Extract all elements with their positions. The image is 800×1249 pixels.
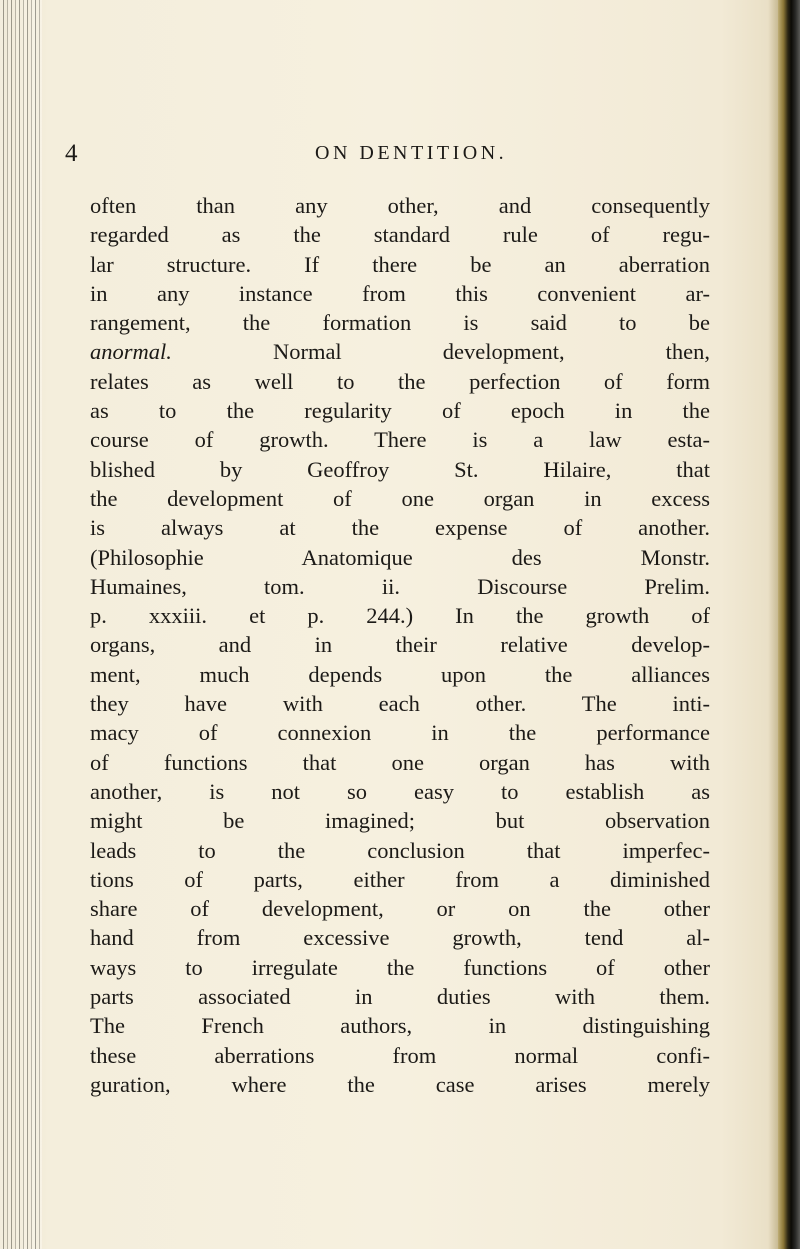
text-line: organs, and in their relative develop-: [90, 632, 710, 658]
running-head: ON DENTITION.: [315, 142, 508, 164]
text-line: leads to the conclusion that imperfec-: [90, 837, 710, 863]
text-line: often than any other, and consequently: [90, 193, 710, 218]
text-line: tions of parts, either from a diminished: [90, 866, 710, 892]
text-line: they have with each other. The inti-: [90, 691, 710, 717]
text-line: blished by Geoffroy St. Hilaire, that: [90, 456, 710, 482]
italic-term: anormal.: [90, 339, 172, 365]
text-line-rest: Normal development, then,: [272, 339, 710, 365]
text-line: p. xxxiii. et p. 244.) In the growth of: [90, 603, 710, 629]
text-line: of functions that one organ has with: [90, 749, 710, 775]
page-fore-edge: [778, 0, 800, 1249]
text-line: regarded as the standard rule of regu-: [90, 222, 710, 248]
body-text: [90, 191, 710, 1099]
text-line: in any instance from this convenient ar-: [90, 280, 710, 306]
text-line: The French authors, in distinguishing: [90, 1013, 710, 1039]
text-line: the development of one organ in excess: [90, 485, 710, 511]
page-header: [65, 140, 715, 174]
text-line: might be imagined; but observation: [90, 808, 710, 834]
text-line: is always at the expense of another.: [90, 515, 710, 541]
page-binding-edge: [0, 0, 42, 1249]
text-line: course of growth. There is a law esta-: [90, 427, 710, 453]
text-line: relates as well to the perfection of form: [90, 368, 710, 394]
text-line: lar structure. If there be an aberration: [90, 251, 710, 277]
text-line: as to the regularity of epoch in the: [90, 398, 710, 424]
page-number: 4: [65, 140, 79, 167]
text-line: Humaines, tom. ii. Discourse Prelim.: [90, 573, 710, 599]
text-line: macy of connexion in the performance: [90, 720, 710, 746]
text-line: (Philosophie Anatomique des Monstr.: [90, 544, 710, 570]
text-line-with-italic: [90, 337, 710, 366]
page-shadow: [768, 0, 778, 1249]
text-line: share of development, or on the other: [90, 896, 710, 922]
text-line: guration, where the case arises merely: [90, 1071, 710, 1097]
text-line: hand from excessive growth, tend al-: [90, 925, 710, 951]
text-line: rangement, the formation is said to be: [90, 310, 710, 336]
text-line: ways to irregulate the functions of other: [90, 954, 710, 980]
text-line: ment, much depends upon the alliances: [90, 661, 710, 687]
text-line: another, is not so easy to establish as: [90, 778, 710, 804]
text-line: parts associated in duties with them.: [90, 984, 710, 1010]
text-line: these aberrations from normal confi-: [90, 1042, 710, 1068]
